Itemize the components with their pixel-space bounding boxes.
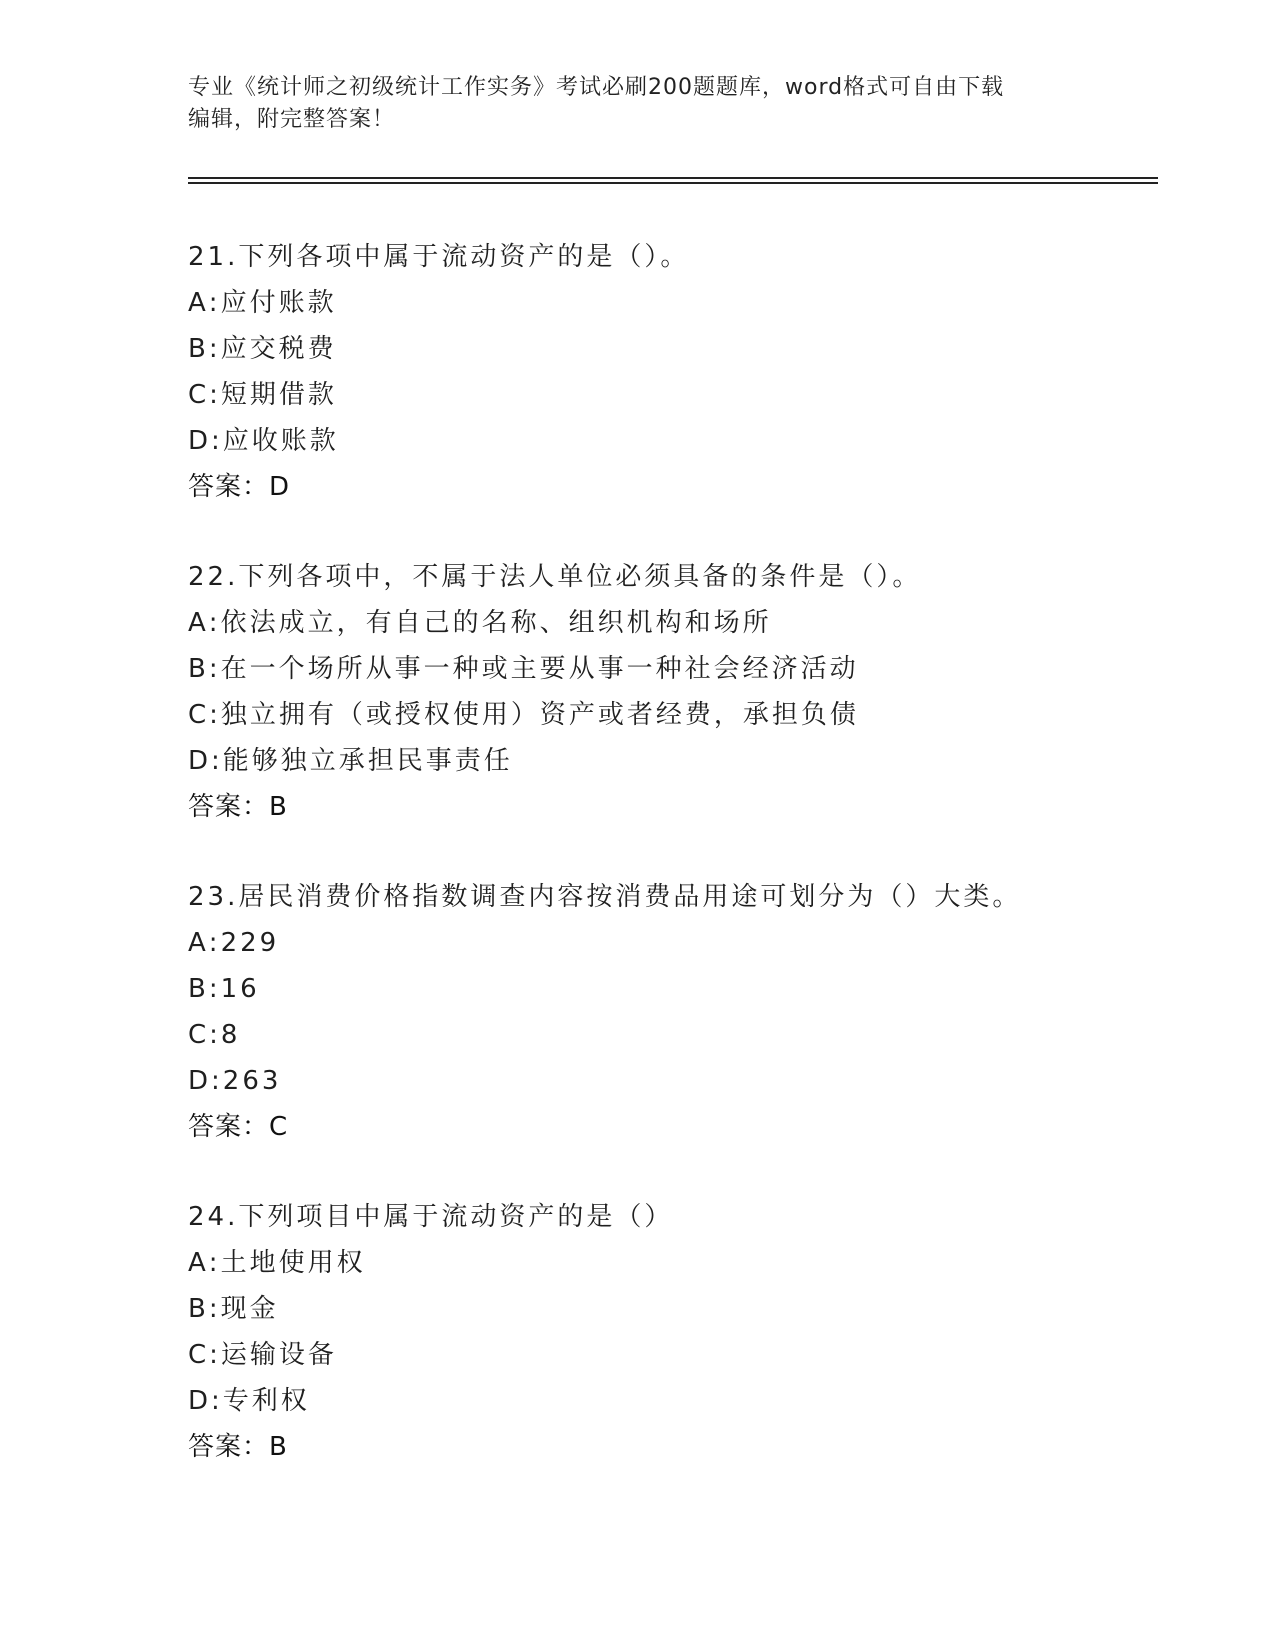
answer-value: B [269, 1432, 288, 1462]
option-letter: B [188, 654, 209, 684]
option-letter: D [188, 746, 212, 776]
option-letter: B [188, 334, 209, 364]
answer-label: 答案： [188, 472, 270, 502]
option-d: D:应收账款 [188, 426, 339, 456]
option-b: B:应交税费 [188, 334, 337, 364]
option-letter: A [188, 1248, 209, 1278]
option-text: 应收账款 [222, 426, 339, 456]
option-letter: C [188, 700, 210, 730]
option-letter: B [188, 974, 209, 1004]
option-d: D:能够独立承担民事责任 [188, 746, 513, 776]
option-letter: D [188, 1386, 212, 1416]
option-c: C:运输设备 [188, 1340, 337, 1370]
option-letter: A [188, 608, 209, 638]
option-text: 依法成立，有自己的名称、组织机构和场所 [220, 608, 772, 638]
option-letter: A [188, 928, 209, 958]
option-d: D:263 [188, 1066, 282, 1096]
option-letter: C [188, 1020, 210, 1050]
option-c: C:短期借款 [188, 380, 337, 410]
option-text: 263 [222, 1066, 282, 1096]
option-text: 在一个场所从事一种或主要从事一种社会经济活动 [220, 654, 859, 684]
option-b: B:现金 [188, 1294, 279, 1324]
option-text: 8 [220, 1020, 241, 1050]
question-22 [188, 560, 1148, 836]
question-stem: 23.居民消费价格指数调查内容按消费品用途可划分为（）大类。 [188, 882, 1022, 912]
header-line-2: 编辑，附完整答案！ [188, 107, 396, 132]
option-letter: B [188, 1294, 209, 1324]
option-text: 能够独立承担民事责任 [222, 746, 513, 776]
answer-line [188, 1430, 1148, 1476]
document-header [188, 72, 1088, 136]
option-c: C:独立拥有（或授权使用）资产或者经费，承担负债 [188, 700, 859, 730]
question-21 [188, 240, 1148, 516]
option-a: A:应付账款 [188, 288, 337, 318]
question-stem: 24.下列项目中属于流动资产的是（） [188, 1202, 674, 1232]
option-letter: D [188, 426, 212, 456]
answer-line [188, 470, 1148, 516]
option-text: 应付账款 [220, 288, 337, 318]
answer-line [188, 1110, 1148, 1156]
header-divider-bottom [188, 182, 1158, 184]
question-stem: 21.下列各项中属于流动资产的是（）。 [188, 242, 690, 272]
answer-line [188, 790, 1148, 836]
header-line-1: 专业《统计师之初级统计工作实务》考试必刷200题题库，word格式可自由下载 [188, 75, 1005, 100]
option-text: 229 [220, 928, 280, 958]
answer-value: D [269, 472, 291, 502]
option-text: 土地使用权 [220, 1248, 366, 1278]
option-letter: A [188, 288, 209, 318]
option-text: 现金 [220, 1294, 279, 1324]
option-a: A:土地使用权 [188, 1248, 366, 1278]
option-text: 短期借款 [220, 380, 337, 410]
option-d: D:专利权 [188, 1386, 310, 1416]
option-text: 16 [220, 974, 260, 1004]
option-a: A:依法成立，有自己的名称、组织机构和场所 [188, 608, 772, 638]
answer-label: 答案： [188, 792, 270, 822]
option-text: 专利权 [222, 1386, 310, 1416]
answer-value: C [269, 1112, 289, 1142]
option-a: A:229 [188, 928, 280, 958]
option-b: B:16 [188, 974, 260, 1004]
question-24 [188, 1200, 1148, 1476]
option-letter: C [188, 1340, 210, 1370]
question-23 [188, 880, 1148, 1156]
answer-label: 答案： [188, 1432, 270, 1462]
answer-label: 答案： [188, 1112, 270, 1142]
option-text: 运输设备 [220, 1340, 337, 1370]
option-c: C:8 [188, 1020, 241, 1050]
answer-value: B [269, 792, 288, 822]
option-letter: D [188, 1066, 212, 1096]
question-stem: 22.下列各项中，不属于法人单位必须具备的条件是（）。 [188, 562, 922, 592]
option-text: 独立拥有（或授权使用）资产或者经费，承担负债 [220, 700, 859, 730]
option-text: 应交税费 [220, 334, 337, 364]
option-b: B:在一个场所从事一种或主要从事一种社会经济活动 [188, 654, 859, 684]
option-letter: C [188, 380, 210, 410]
header-divider-top [188, 177, 1158, 179]
